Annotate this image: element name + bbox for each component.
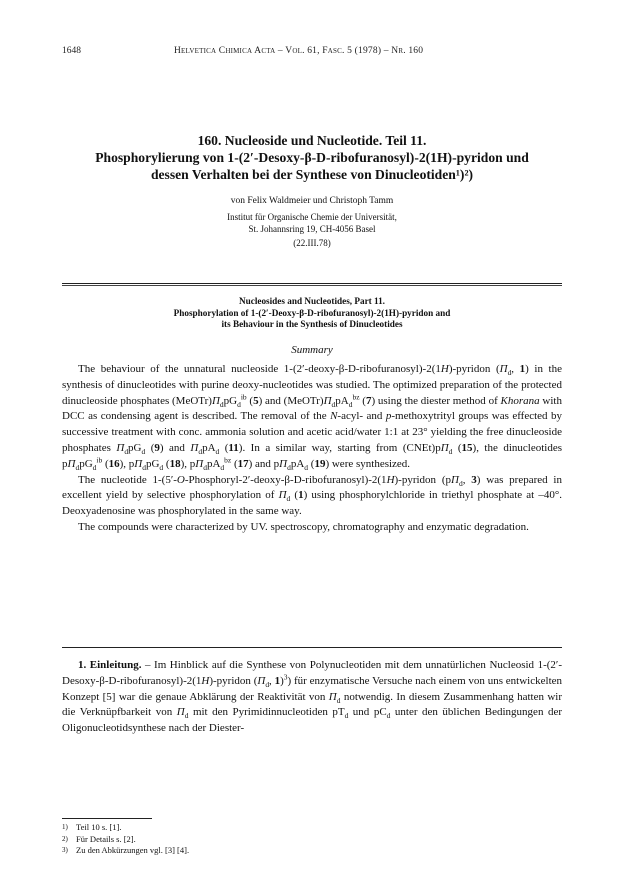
english-title-line-3: its Behaviour in the Synthesis of Dinucleotides	[221, 319, 403, 329]
summary-paragraph-3: The compounds were characterized by UV. spectroscopy, chromatography and enzymatic degradation.	[78, 520, 529, 533]
authors: von Felix Waldmeier und Christoph Tamm	[230, 196, 394, 206]
footnote-rule	[62, 818, 152, 819]
footnote-mark: 1)	[62, 823, 68, 831]
english-title-line-2: Phosphorylation of 1-(2′-Deoxy-β-D-ribofuranosyl)-2(1H)-pyridon and	[173, 307, 451, 318]
footnote-mark: 3)	[62, 846, 68, 854]
footnote-2	[62, 834, 562, 846]
footnotes	[62, 822, 562, 857]
footnote-mark: 2)	[62, 834, 68, 843]
footnote-text: Zu den Abkürzungen vgl. [3] [4].	[76, 845, 190, 855]
introduction-section	[62, 658, 562, 737]
section-divider-rule	[62, 647, 562, 648]
footnote-text: Für Details s. [2].	[76, 833, 136, 844]
introduction-heading: 1. Einleitung.	[78, 659, 142, 671]
article-title-line-2: Phosphorylierung von 1-(2′-Desoxy-β-D-ribofuranosyl)-2(1H)-pyridon und	[95, 150, 529, 165]
summary-heading: Summary	[291, 344, 333, 356]
divider-rule-thin	[62, 285, 562, 286]
institution-line-2: St. Johannsring 19, CH-4056 Basel	[248, 224, 376, 234]
page-number: 1648	[62, 46, 81, 56]
divider-rule	[62, 283, 562, 284]
institution-line-1: Institut für Organische Chemie der Universität,	[227, 212, 397, 222]
footnote-3	[62, 845, 562, 857]
introduction-text: – Im Hinblick auf die Synthese von Polynucleotiden mit dem unnatürlichen Nucleosid 1-(2′-Desoxy-β-D-ribofuranosyl)-2(1H)-pyridon ($\Pi_d$, 1)$^3$) für enzymatische Versuche nach einem von uns entwickelten Konzept [5] war die genaue Abklärung der Reaktivität von $\Pi_d$ notwendig. In diesem Zusammenhang hatten wir die Verknüpfbarkeit von $\Pi_d$ mit den Pyrimidinnucleotiden $pT_d$ und $pC_d$ unter den üblichen Bedingungen der Oligonucleotidsynthese nach der Diester-	[62, 659, 563, 735]
english-title-line-1: Nucleosides and Nucleotides, Part 11.	[239, 296, 385, 306]
received-date: (22.III.78)	[293, 238, 331, 248]
summary-paragraph-1: The behaviour of the unnatural nucleoside 1-(2′-deoxy-β-D-ribofuranosyl)-2(1H)-pyridon ($\Pi_d$, 1) in the synthesis of dinucleotides with purine deoxy-nucleotides was studied. The optimized preparation of the protected dinucleoside phosphates $(MeOTr)\Pi_dpG_d^{ib}$ (5) and $(MeOTr)\Pi_dpA_d^{bz}$ (7) using the diester method of Khorana with DCC as condensing agent is described. The removal of the N-acyl- and p-methoxytrityl groups was effected by successive treatment with conc. ammonia solution and acetic acid/water 1:1 at 23° yielding the free dinucleoside phosphates $\Pi_dpG_d$ (9) and $\Pi_dpA_d$ (11). In a similar way, starting from $(CNEt)p\Pi_d$ (15), the dinucleotides $p\Pi_dpG_d^{ib}$ (16), $p\Pi_dpG_d$ (18), $p\Pi_dpA_d^{bz}$ (17) and $p\Pi_dpA_d$ (19) were synthesized.	[62, 363, 563, 472]
summary-text	[62, 362, 562, 536]
journal-line: Helvetica Chimica Acta – Vol. 61, Fasc. 5 (1978) – Nr. 160	[174, 46, 424, 56]
article-title-block	[62, 132, 562, 248]
article-title-line-1: 160. Nucleoside und Nucleotide. Teil 11.	[197, 133, 427, 148]
summary-paragraph-2: The nucleotide 1-(5′-O-Phosphoryl-2′-deoxy-β-D-ribofuranosyl)-2(1H)-pyridon ($p\Pi_d$, 3) was prepared in excellent yield by selective phosphorylation of $\Pi_d$ (1) using phosphorylchloride in triethyl phosphate at –40°. Deoxyadenosine was phosphorylated in the same way.	[62, 473, 562, 518]
article-title-line-3: dessen Verhalten bei der Synthese von Dinucleotiden¹)²)	[150, 167, 474, 182]
introduction-paragraph	[62, 658, 562, 737]
footnote-1	[62, 822, 562, 834]
institution	[62, 211, 562, 235]
footnote-text: Teil 10 s. [1].	[76, 822, 122, 832]
english-title-block	[62, 296, 562, 331]
